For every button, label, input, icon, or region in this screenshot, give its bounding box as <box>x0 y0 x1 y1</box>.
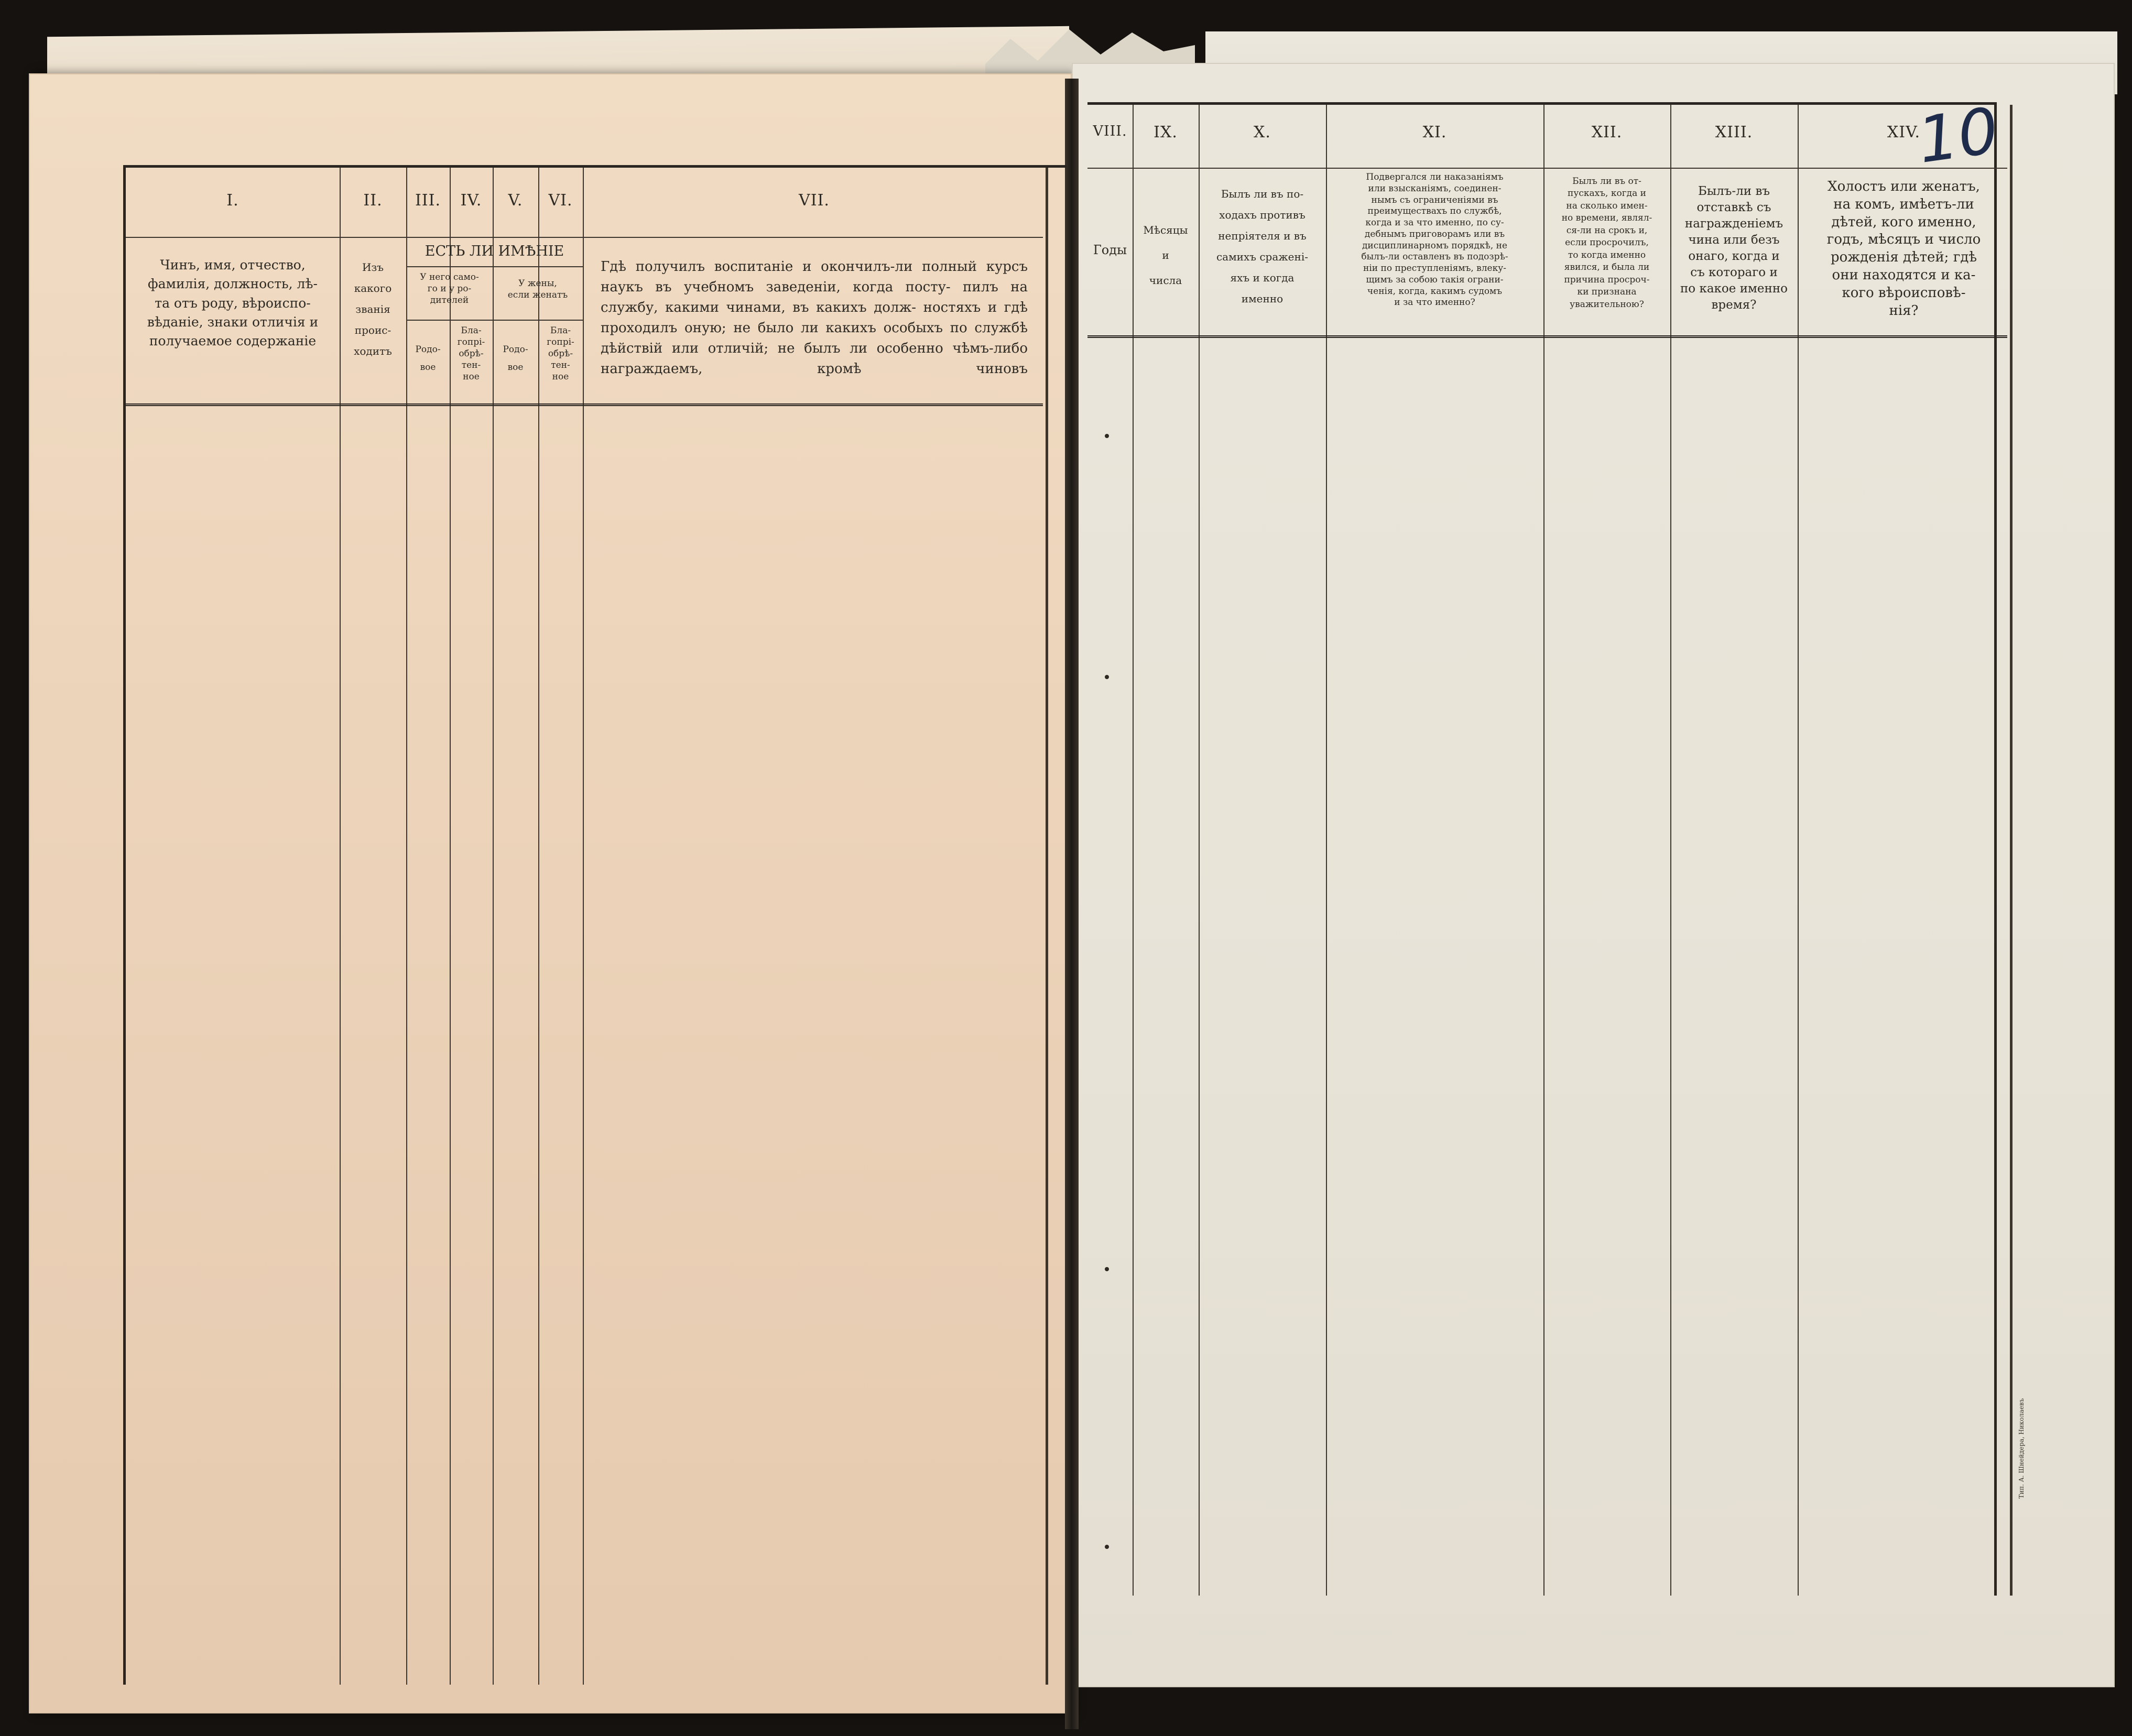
col-rule <box>538 168 539 1685</box>
col-numeral-6: VI. <box>548 191 573 210</box>
estate-title-rule <box>406 266 583 267</box>
col-rule <box>1543 105 1544 1596</box>
binding-hole <box>1105 434 1109 438</box>
col-numeral-5: V. <box>508 191 523 210</box>
col11-header: Подвергался ли наказаніямъ или взысканіямъ, соединен- нымъ съ ограниченіями въ преимуществахъ по службѣ, когда и за что именно, по су- дебнымъ приговорамъ или въ дисциплинарномъ порядкѣ, не былъ-ли оставленъ въ подозрѣ- ніи по преступленіямъ, влеку- щимъ за собою такія ограни- ченія, когда, какимъ судомъ и за что именно? <box>1361 172 1508 308</box>
col-numeral-3: III. <box>415 191 441 210</box>
col-rule <box>450 168 451 1685</box>
header-bottom-rule <box>1087 335 2007 340</box>
col-numeral-1: I. <box>226 191 239 210</box>
estate-own-header: У него само- го и у ро- дителей <box>420 272 479 306</box>
col12-header: Былъ ли въ от- пускахъ, когда и на сколько имен- но времени, являл- ся-ли на срокъ и, если просрочилъ, то когда именно явился, и была ли причина просроч- ки признана уважительною? <box>1561 176 1652 310</box>
left-form-table <box>123 165 1067 1685</box>
col-numeral-2: II. <box>363 191 383 210</box>
col3-rodovoe: Родо- вое <box>415 344 441 373</box>
col-rule <box>340 168 341 1685</box>
numeral-row-rule <box>1087 168 2007 169</box>
col-rule <box>493 168 494 1685</box>
col-rule <box>1326 105 1327 1596</box>
col-numeral-11: XI. <box>1422 123 1447 141</box>
col2-header: Изъ какого званія проис- ходитъ <box>354 261 392 357</box>
col-rule <box>406 168 407 1685</box>
col-rule <box>1670 105 1671 1596</box>
col-numeral-12: XII. <box>1591 123 1623 141</box>
col6-blagopr: Бла- гопрі- обрѣ- тен- ное <box>547 325 574 383</box>
col14-header: Холостъ или женатъ, на комъ, имѣетъ-ли дѣтей, кого именно, годъ, мѣсяцъ и число рожденія дѣтей; гдѣ они находятся и ка- кого вѣроисповѣ- нія? <box>1826 179 1981 319</box>
binding-spine <box>1065 79 1079 1729</box>
col-numeral-13: XIII. <box>1715 123 1753 141</box>
estate-header: ЕСТЬ ЛИ ИМѢНІЕ <box>425 243 564 259</box>
col9-header: Мѣсяцы и числа <box>1143 224 1188 287</box>
right-frame-inner-rule <box>2010 105 2013 1596</box>
header-bottom-rule <box>126 403 1043 408</box>
col-numeral-10: X. <box>1254 123 1271 141</box>
col-rule <box>1133 105 1134 1596</box>
col5-rodovoe: Родо- вое <box>503 344 528 373</box>
col4-blagopr: Бла- гопрі- обрѣ- тен- ное <box>457 325 485 383</box>
col-numeral-7: VII. <box>799 191 830 210</box>
estate-wife-header: У жены, если женатъ <box>507 278 568 301</box>
binding-hole <box>1105 1267 1109 1271</box>
binding-hole <box>1105 1545 1109 1549</box>
col-rule <box>1798 105 1799 1596</box>
col13-header: Былъ-ли въ отставкѣ съ награжденіемъ чина или безъ онаго, когда и съ котораго и по какое именно время? <box>1680 184 1788 312</box>
col-rule <box>1199 105 1200 1596</box>
col-numeral-14: XIV. <box>1887 123 1921 141</box>
binding-hole <box>1105 675 1109 679</box>
col7-header: Гдѣ получилъ воспитаніе и окончилъ-ли полный курсъ наукъ въ учебномъ заведеніи, когда посту- пилъ на службу, какими чинами, въ какихъ долж- ностяхъ и гдѣ проходилъ оную; не было ли какихъ особыхъ по службѣ дѣйствій или отличій; не былъ ли особенно чѣмъ-либо награждаемъ, кромѣ чиновъ <box>601 259 1028 377</box>
col-rule <box>583 168 584 1685</box>
right-form-table <box>1087 102 1997 1596</box>
col1-header: Чинъ, имя, отчество, фамилія, должность, лѣ- та отъ роду, вѣроиспо- вѣданіе, знаки отличія и получаемое содержаніе <box>147 257 319 348</box>
col10-header: Былъ ли въ по- ходахъ противъ непріятеля и въ самихъ сраженi- яхъ и когда именно <box>1216 188 1309 305</box>
left-frame-inner-rule <box>1046 168 1048 1685</box>
col-numeral-9: IX. <box>1154 123 1178 141</box>
col8-header: Годы <box>1093 243 1127 257</box>
numeral-row-rule <box>126 237 1043 238</box>
col-numeral-8: VIII. <box>1093 123 1127 139</box>
printer-imprint: Тип. А. Шнейдера, Николаевъ <box>2018 1398 2025 1499</box>
estate-sub-rule <box>406 320 583 321</box>
archive-page-number: 10 <box>1913 94 2003 178</box>
col-numeral-4: IV. <box>460 191 482 210</box>
